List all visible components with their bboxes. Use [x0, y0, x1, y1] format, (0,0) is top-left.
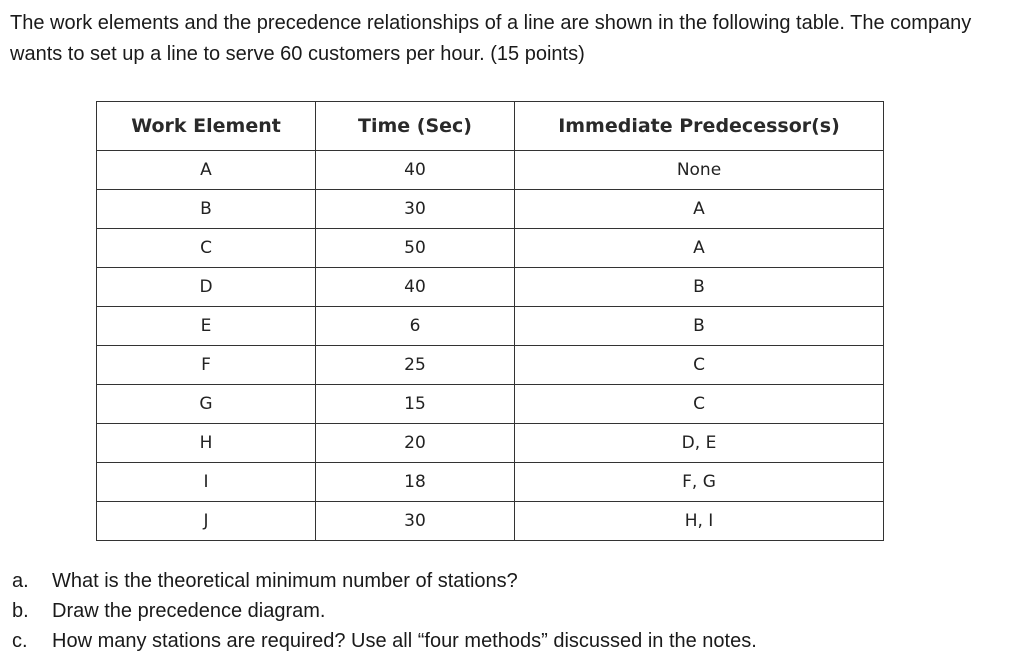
work-element-cell: E [97, 307, 316, 346]
work-element-cell: D [97, 268, 316, 307]
table-row [97, 151, 884, 190]
time-cell: 30 [316, 190, 515, 229]
table-header-row [97, 102, 884, 151]
table-row [97, 346, 884, 385]
table-row [97, 463, 884, 502]
question-item [12, 566, 1012, 596]
time-cell: 18 [316, 463, 515, 502]
work-element-cell: F [97, 346, 316, 385]
table-row [97, 502, 884, 541]
time-cell: 30 [316, 502, 515, 541]
table-row [97, 229, 884, 268]
time-cell: 40 [316, 151, 515, 190]
time-cell: 40 [316, 268, 515, 307]
question-text: How many stations are required? Use all “four methods” discussed in the notes. [52, 630, 757, 652]
time-cell: 15 [316, 385, 515, 424]
work-element-cell: G [97, 385, 316, 424]
table-row [97, 424, 884, 463]
predecessor-cell: A [515, 229, 884, 268]
work-element-cell: A [97, 151, 316, 190]
predecessor-cell: B [515, 307, 884, 346]
table-row [97, 190, 884, 229]
predecessor-cell: C [515, 385, 884, 424]
question-item [12, 596, 1012, 626]
table-row [97, 385, 884, 424]
question-marker: c. [12, 630, 28, 652]
predecessor-cell: A [515, 190, 884, 229]
question-list [12, 566, 1012, 656]
table-row [97, 307, 884, 346]
table-row [97, 268, 884, 307]
time-cell: 6 [316, 307, 515, 346]
predecessor-cell: B [515, 268, 884, 307]
question-marker: b. [12, 600, 29, 622]
time-cell: 50 [316, 229, 515, 268]
work-element-cell: B [97, 190, 316, 229]
work-element-cell: C [97, 229, 316, 268]
time-cell: 20 [316, 424, 515, 463]
question-item [12, 626, 1012, 656]
work-elements-table [96, 101, 884, 541]
column-header-time: Time (Sec) [316, 102, 515, 151]
predecessor-cell: D, E [515, 424, 884, 463]
question-text: Draw the precedence diagram. [52, 600, 326, 622]
work-element-cell: I [97, 463, 316, 502]
predecessor-cell: F, G [515, 463, 884, 502]
predecessor-cell: C [515, 346, 884, 385]
column-header-work-element: Work Element [97, 102, 316, 151]
column-header-predecessors: Immediate Predecessor(s) [515, 102, 884, 151]
problem-statement: The work elements and the precedence relationships of a line are shown in the following table. The company wants to set up a line to serve 60 customers per hour. (15 points) [10, 12, 972, 65]
question-text: What is the theoretical minimum number of stations? [52, 570, 518, 592]
work-element-cell: H [97, 424, 316, 463]
question-marker: a. [12, 570, 29, 592]
work-element-cell: J [97, 502, 316, 541]
time-cell: 25 [316, 346, 515, 385]
predecessor-cell: None [515, 151, 884, 190]
predecessor-cell: H, I [515, 502, 884, 541]
